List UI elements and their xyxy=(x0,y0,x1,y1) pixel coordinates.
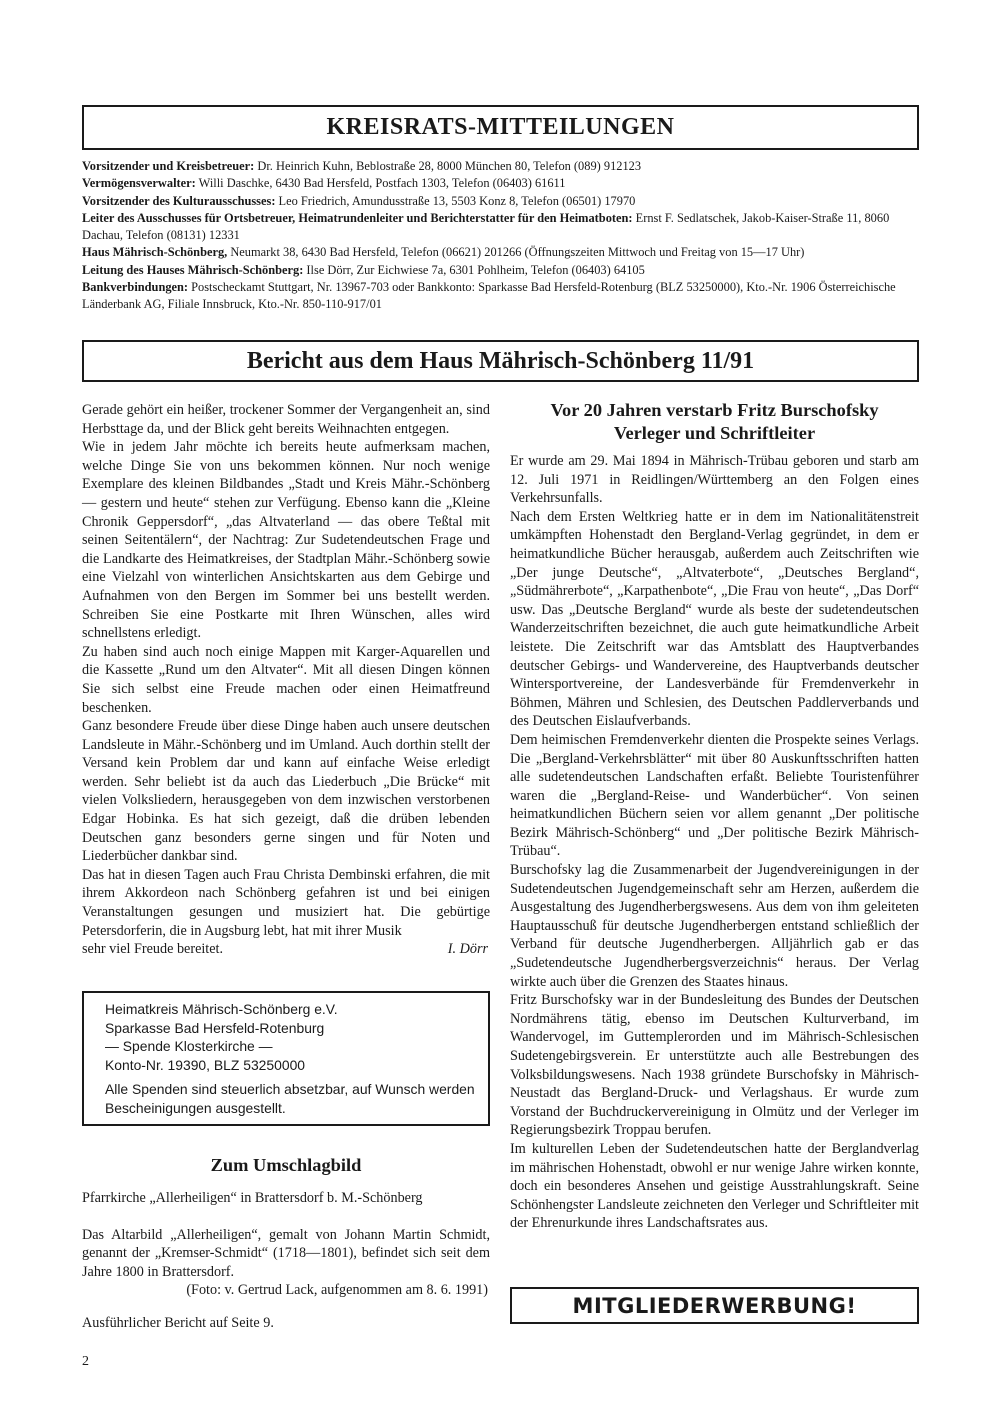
article-paragraph: Wie in jedem Jahr möchte ich bereits heute aufmerksam machen, welche Dinge Sie von uns bekommen können. Nur noch wenige Exemplare des kleinen Bildbandes „Stadt und Kreis Mähr.-Schönberg — gestern und heute“ stehen zur Verfügung. Ebenso kann die „Kleine Chronik Geppersdorf“, „das Altvaterland — das obere Teßtal mit seinen Seitentälern“, der Nachtrag: Zur Sudetendeutschen Frage und die Landkarte des Heimatkreises, der Stadtplan Mähr.-Schönberg sowie eine Vielzahl von winterlichen Ansichtskarten aus dem Gebirge und Aufnahmen von den Bergen im Sommer bei uns bestellt werden. Schreiben Sie eine Postkarte mit Ihren Wünschen, alles wird schnellstens erledigt. xyxy=(82,439,490,642)
article-paragraph: Gerade gehört ein heißer, trockener Sommer der Vergangenheit an, sind Herbsttage da, und der Blick geht bereits Weihnachten entgegen. xyxy=(82,402,490,437)
title-line: Vor 20 Jahren verstarb Fritz Burschofsky xyxy=(550,400,879,420)
article-paragraph: Das hat in diesen Tagen auch Frau Christa Dembinski erfahren, die mit ihrem Akkordeon nach Schönberg gefahren ist und bei einigen Veranstaltungen gesungen und musiziert hat. Die gebürtige Petersdorferin, die in Augsburg lebt, hat mit ihrer Musik xyxy=(82,866,490,939)
burschofsky-article xyxy=(510,452,919,1233)
donation-line: Konto-Nr. 19390, BLZ 53250000 xyxy=(105,1056,306,1073)
staff-entry xyxy=(82,262,922,279)
staff-text: Dr. Heinrich Kuhn, Beblostraße 28, 8000 München 80, Telefon (089) 912123 xyxy=(254,159,642,173)
staff-entry xyxy=(82,175,922,192)
bericht-article xyxy=(82,401,490,959)
page-number: 2 xyxy=(82,1354,89,1369)
staff-label: Bankverbindungen: xyxy=(82,280,189,295)
article-closing-line xyxy=(82,940,490,959)
staff-label: Vorsitzender und Kreisbetreuer: xyxy=(82,159,255,173)
staff-text: Willi Daschke, 6430 Bad Hersfeld, Postfach 1303, Telefon (06403) 61611 xyxy=(195,176,566,191)
article-paragraph: Ganz besondere Freude über diese Dinge haben auch unsere deutschen Landsleute in Mähr.-Schönberg und im Umland. Auch dorthin stellt der Versand kein Problem dar und kann auf einfache Weise erledigt werden. Sehr beliebt ist da auch das Liederbuch „Die Brücke“ mit vielen Volksliedern, herausgegeben von dem inzwischen verstorbenen Edgar Hobinka. Es hat sich gezeigt, daß die drüben lebenden Deutschen ganz besonders gerne singen und für Noten und Liederbücher dankbar sind. xyxy=(82,718,490,865)
staff-entry xyxy=(82,279,922,314)
article-paragraph: Nach dem Ersten Weltkrieg hatte er in dem im Nationalitätenstreit umkämpften Hohenstadt den Bergland-Verlag gegründet, in dem er heimatkundliche Bücher herausgab, außerdem auch Zeitschriften wie „Der junge Deutsche“, „Altvaterbote“, „Deutsches Bergland“, „Südmährerbote“, „Karpathenbote“, „Die Frau von heute“, „Das Dorf“ usw. Das „Deutsche Bergland“ wurde als beste der sudetendeutschen Wanderzeitschriften bezeichnet, die auch gute heimatkundliche Arbeit leistete. Die Zeitschrift war das Amtsblatt des Hauptverbandes deutscher Gebirgs- und Wandervereine, des Hauptverbands deutscher Wintersportvereine, der Landesverbände für Fremdenverkehr in Böhmen, Mähren und Schlesien, des Deutschen Paddlerverbands und des Deutschen Eislaufverbands. xyxy=(510,508,919,730)
article-paragraph: Burschofsky lag die Zusammenarbeit der Jugendvereinigungen in der Sudetendeutschen Jugendgemeinschaft sehr am Herzen, außerdem die Ausgestaltung des Jugendherbergswesens. Aus dem von ihm geleiteten Hauptausschuß für deutsche Jugendherbergen entstand schließlich der Verband für deutsche Jugendherbergen. Alljährlich gab er das „Sudetendeutsche Jugendherbergsverzeichnis“ heraus. Der Verlag wirkte auch über die Grenzen des Staates hinaus. xyxy=(510,862,919,990)
author-signature: I. Dörr xyxy=(447,941,488,958)
article-paragraph: Dem heimischen Fremdenverkehr dienten die Prospekte seines Verlags. Die „Bergland-Verkehrsblätter“ mit über 80 Auskunftsschriften hatten alle sudetendeutschen Landschaften erfaßt. Beliebte Touristenführer waren die „Bergland-Reise- und Wanderbücher“. Von seinen heimatkundlichen Büchern seien vor allem genannt „Der politische Bezirk Mährisch-Schönberg“ und „Der politische Bezirk Mährisch-Trübau“. xyxy=(510,731,919,860)
photo-credit: (Foto: v. Gertrud Lack, aufgenommen am 8. 6. 1991) xyxy=(186,1282,488,1299)
staff-entry xyxy=(82,210,922,245)
staff-text: Ilse Dörr, Zur Eichwiese 7a, 6301 Pohlheim, Telefon (06403) 64105 xyxy=(303,262,645,277)
section-title: KREISRATS-MITTEILUNGEN xyxy=(326,114,675,140)
staff-label: Leitung des Hauses Mährisch-Schönberg: xyxy=(82,262,304,277)
burschofsky-title xyxy=(510,399,919,445)
bericht-title: Bericht aus dem Haus Mährisch-Schönberg 11/91 xyxy=(246,347,755,374)
staff-entry xyxy=(82,158,922,175)
donation-note: Alle Spenden sind steuerlich absetzbar, auf Wunsch werden Bescheinigungen ausgestellt. xyxy=(105,1081,475,1116)
donation-line: — Spende Klosterkirche — xyxy=(105,1038,273,1054)
closing-text: sehr viel Freude bereitet. xyxy=(82,941,224,958)
staff-text: Leo Friedrich, Amundusstraße 13, 5503 Konz 8, Telefon (06501) 17970 xyxy=(275,193,636,208)
staff-label: Leiter des Ausschusses für Ortsbetreuer, Heimatrundenleiter und Berichterstatter für den Heimatboten: xyxy=(82,210,633,225)
article-paragraph: Im kulturellen Leben der Sudetendeutschen hatte der Berglandverlag im mährischen Hohenstadt, obwohl er nur wenige Jahre wirken konnte, doch ein besonderes Ansehen und geistige Ausstrahlungskraft. Seine Schönhengster Landsleute zeichneten den Verleger und Schriftleiter mit der Ehrenurkunde ihres Landschaftsrates aus. xyxy=(510,1140,919,1232)
staff-text: Postscheckamt Stuttgart, Nr. 13967-703 oder Bankkonto: Sparkasse Bad Hersfeld-Rotenburg (BLZ 53250000), Kto.-Nr. 1906 Österreichische Länderbank AG, Filiale Innsbruck, Kto.-Nr. 850-110-917/01 xyxy=(82,280,896,312)
article-paragraph: Fritz Burschofsky war in der Bundesleitung des Bundes der Deutschen Nordmährens tätig, ebenso im Deutschen Kulturverband, im Wandervogel, im Guttemplerorden und im Mährisch-Schlesischen Sudetengebirgsverein. Er unterstützte auch alle Bestrebungen des Volksbildungswesens. Nach 1938 gründete Burschofsky in Mährisch-Neustadt das Bergland-Druck- und Verlagshaus. Er wurde zum Vorstand der Buchdruckervereinigung in Olmütz und der Verleger im Regierungsbezirk Troppau berufen. xyxy=(510,992,919,1139)
staff-label: Haus Mährisch-Schönberg, xyxy=(82,245,228,260)
staff-entry xyxy=(82,244,922,261)
umschlag-subtitle: Pfarrkirche „Allerheiligen“ in Brattersdorf b. M.-Schönberg xyxy=(82,1190,423,1206)
article-paragraph: Zu haben sind auch noch einige Mappen mit Karger-Aquarellen und die Kassette „Rund um den Altvater“. Mit all diesen Dingen können Sie sich selbst eine Freude machen oder einen Heimatfreund beschenken. xyxy=(82,643,490,716)
page-reference: Ausführlicher Bericht auf Seite 9. xyxy=(82,1314,274,1331)
donation-line: Sparkasse Bad Hersfeld-Rotenburg xyxy=(105,1019,325,1036)
staff-text: Neumarkt 38, 6430 Bad Hersfeld, Telefon (06621) 201266 (Öffnungszeiten Mittwoch und Freitag von 15—17 Uhr) xyxy=(227,245,805,260)
title-line: Verleger und Schriftleiter xyxy=(613,423,816,443)
section-header-kreisrats-mitteilungen xyxy=(82,105,919,150)
banner-label: MITGLIEDERWERBUNG! xyxy=(572,1293,857,1318)
mitgliederwerbung-banner xyxy=(510,1287,919,1324)
donation-box xyxy=(82,991,490,1126)
article-paragraph: Er wurde am 29. Mai 1894 in Mährisch-Trübau geboren und starb am 12. Juli 1971 in Reidlingen/Württemberg an den Folgen eines Verkehrsunfalls. xyxy=(510,453,919,507)
bericht-header xyxy=(82,340,919,382)
umschlag-section xyxy=(82,1189,490,1333)
staff-list xyxy=(82,158,922,314)
umschlag-text: Das Altarbild „Allerheiligen“, gemalt von Johann Martin Schmidt, genannt der „Kremser-Schmidt“ (1718—1801), befindet sich seit dem Jahre 1800 in Brattersdorf. xyxy=(82,1226,490,1280)
umschlag-title: Zum Umschlagbild xyxy=(210,1155,362,1175)
donation-line: Heimatkreis Mährisch-Schönberg e.V. xyxy=(105,1001,338,1017)
staff-text: Ernst F. Sedlatschek, Jakob-Kaiser-Straße 11, 8060 Dachau, Telefon (08131) 12331 xyxy=(82,210,890,243)
staff-label: Vermögensverwalter: xyxy=(82,176,196,191)
staff-label: Vorsitzender des Kulturausschusses: xyxy=(82,193,276,208)
staff-entry xyxy=(82,193,922,210)
